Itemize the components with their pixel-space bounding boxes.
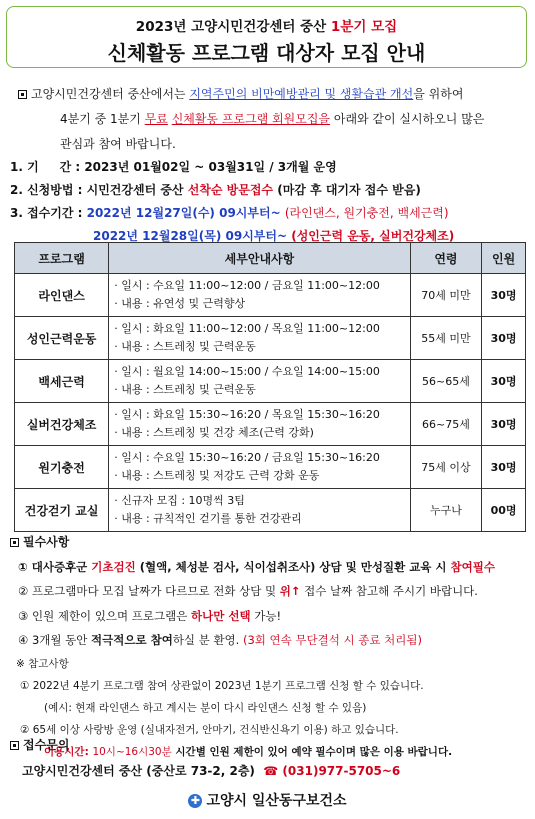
note-item: ① 2022년 4분기 프로그램 참여 상관없이 2023년 1분기 프로그램 신청 할 수 있습니다.	[20, 679, 424, 692]
contact-heading	[10, 736, 530, 753]
intro-free: 무료	[144, 112, 168, 126]
subtitle-text: 2023년 고양시민건강센터 중산	[135, 19, 331, 35]
program-count: 30명	[482, 274, 526, 317]
program-details	[109, 446, 410, 489]
program-count: 30명	[482, 403, 526, 446]
program-name: 건강걷기 교실	[15, 489, 109, 532]
program-age: 66~75세	[410, 403, 482, 446]
detail-schedule: · 신규자 모집 : 10명씩 3팀	[114, 494, 245, 507]
footer-org-name: 고양시 일산동구보건소	[206, 793, 347, 809]
detail-content: · 내용 : 유연성 및 근력향상	[114, 297, 246, 310]
table-row	[15, 274, 526, 317]
note-heading: ※ 참고사항	[16, 657, 69, 670]
program-table	[14, 242, 526, 532]
footer-org	[0, 790, 535, 810]
title-box	[6, 6, 527, 68]
note-example: (예시: 현재 라인댄스 하고 계시는 분이 다시 라인댄스 신청 할 수 있음)	[44, 701, 367, 714]
usage-text: 시간별 인원 제한이 있어 예약 필수이며 많은 이용 바랍니다.	[171, 745, 453, 758]
program-details	[109, 403, 410, 446]
requirement-item	[10, 579, 530, 604]
method-tail: (마감 후 대기자 접수 받음)	[273, 183, 421, 197]
detail-schedule: · 일시 : 수요일 15:30~16:20 / 금요일 15:30~16:20	[114, 451, 380, 464]
contact-line	[10, 762, 530, 779]
req-text: ① 대사증후군	[18, 559, 92, 574]
phone-icon: ☎	[263, 764, 279, 778]
reg-date-2: 2022년 12월28일(목) 09시부터~	[93, 229, 292, 243]
program-name: 백세근력	[15, 360, 109, 403]
note-item: ② 65세 이상 사랑방 운영 (실내자전거, 안마기, 건식반신욕기 이용) 하고 있습니다.	[20, 723, 399, 736]
program-details	[109, 360, 410, 403]
reg-programs-1: (라인댄스, 원기충전, 백세근력)	[284, 206, 449, 220]
intro-text: 관심과 참여 바랍니다.	[60, 137, 176, 151]
intro-text: 을 위하여	[413, 87, 464, 101]
info-section	[10, 156, 525, 248]
req-highlight: 적극적으로 참여	[91, 633, 173, 647]
health-cross-icon: ✚	[188, 794, 202, 808]
detail-content: · 내용 : 스트레칭 및 근력운동	[114, 383, 256, 396]
contact-place: 고양시민건강센터 중산 (중산로 73-2, 2층)	[22, 764, 255, 778]
requirement-item	[10, 604, 530, 629]
requirement-item	[10, 628, 530, 653]
detail-schedule: · 일시 : 화요일 15:30~16:20 / 목요일 15:30~16:20	[114, 408, 380, 421]
requirements-section	[10, 530, 530, 763]
subtitle-highlight: 1분기 모집	[330, 19, 398, 35]
req-text: 접수 날짜 참고해 주시기 바랍니다.	[300, 584, 478, 598]
requirements-heading	[10, 530, 530, 555]
contact-section	[10, 736, 530, 779]
req-text: 하실 분 환영.	[172, 633, 243, 647]
table-row	[15, 446, 526, 489]
reg-programs-2: (성인근력 운동, 실버건강체조)	[291, 229, 455, 243]
method-highlight: 선착순 방문접수	[187, 183, 274, 197]
square-bullet-icon	[10, 741, 19, 750]
col-header-age: 연령	[410, 243, 482, 274]
reg-row-1	[10, 202, 525, 225]
program-count: 30명	[482, 317, 526, 360]
program-details	[109, 489, 410, 532]
usage-time: 10시~16시30분	[92, 745, 172, 758]
contact-heading-text: 접수문의	[23, 738, 70, 752]
req-text: ④ 3개월 동안	[18, 633, 92, 647]
req-text: 가능!	[250, 608, 282, 623]
program-age: 70세 미만	[410, 274, 482, 317]
table-row	[15, 403, 526, 446]
intro-paragraph	[18, 82, 523, 157]
program-name: 성인근력운동	[15, 317, 109, 360]
detail-content: · 내용 : 스트레칭 및 건강 체조(근력 강화)	[114, 426, 314, 439]
detail-schedule: · 일시 : 수요일 11:00~12:00 / 금요일 11:00~12:00	[114, 279, 380, 292]
intro-text: 4분기 중 1분기	[60, 112, 145, 126]
program-age: 누구나	[410, 489, 482, 532]
square-bullet-icon	[18, 90, 27, 99]
program-age: 75세 이상	[410, 446, 482, 489]
requirement-item	[10, 555, 530, 580]
table-row	[15, 489, 526, 532]
program-count: 30명	[482, 446, 526, 489]
req-highlight: 하나만 선택	[191, 608, 251, 623]
col-header-program: 프로그램	[15, 243, 109, 274]
detail-content: · 내용 : 스트레칭 및 저강도 근력 강화 운동	[114, 469, 320, 482]
col-header-details: 세부안내사항	[109, 243, 410, 274]
page-subtitle	[7, 15, 526, 35]
page-title: 신체활동 프로그램 대상자 모집 안내	[107, 41, 426, 65]
intro-text: 고양시민건강센터 중산에서는	[31, 87, 190, 101]
reg-label: 3. 접수기간 :	[10, 206, 87, 220]
req-highlight: 참여필수	[450, 559, 495, 574]
contact-phone[interactable]: (031)977-5705~6	[282, 764, 401, 778]
col-header-count: 인원	[482, 243, 526, 274]
detail-content: · 내용 : 스트레칭 및 근력운동	[114, 340, 256, 353]
intro-highlight: 신체활동 프로그램 회원모집을	[171, 112, 331, 126]
period-value: 2023년 01월02일 ~ 03월31일 / 3개월 운영	[84, 160, 337, 174]
req-highlight: (3회 연속 무단결석 시 종료 처리됨)	[242, 633, 422, 647]
program-name: 실버건강체조	[15, 403, 109, 446]
req-highlight: 기초검진	[91, 559, 136, 574]
req-text: ③ 인원 제한이 있으며 프로그램은	[18, 608, 192, 623]
program-age: 56~65세	[410, 360, 482, 403]
program-age: 55세 미만	[410, 317, 482, 360]
method-label: 2. 신청방법 : 시민건강센터 중산	[10, 183, 188, 197]
intro-text: 아래와 같이 실시하오니 많은	[330, 112, 485, 126]
table-header-row	[15, 243, 526, 274]
detail-schedule: · 일시 : 월요일 14:00~15:00 / 수요일 14:00~15:00	[114, 365, 380, 378]
period-row	[10, 156, 525, 179]
detail-content: · 내용 : 규칙적인 걷기를 통한 건강관리	[114, 512, 302, 525]
program-details	[109, 317, 410, 360]
program-name: 원기충전	[15, 446, 109, 489]
program-count: 00명	[482, 489, 526, 532]
program-name: 라인댄스	[15, 274, 109, 317]
period-label: 1. 기 간 :	[10, 160, 85, 174]
intro-highlight: 지역주민의 비만예방관리 및 생활습관 개선	[189, 87, 414, 101]
req-text: (혈액, 체성분 검사, 식이섭취조사) 상담 및 만성질환 교육 시	[135, 559, 451, 574]
table-row	[15, 317, 526, 360]
program-count: 30명	[482, 360, 526, 403]
square-bullet-icon	[10, 538, 19, 547]
program-details	[109, 274, 410, 317]
req-highlight: 위↑	[279, 584, 301, 598]
method-row	[10, 179, 525, 202]
usage-label: 이용시간:	[44, 745, 93, 758]
detail-schedule: · 일시 : 화요일 11:00~12:00 / 목요일 11:00~12:00	[114, 322, 380, 335]
requirements-heading-text: 필수사항	[23, 535, 70, 549]
reg-date-1: 2022년 12월27일(수) 09시부터~	[86, 206, 285, 220]
table-row	[15, 360, 526, 403]
req-text: ② 프로그램마다 모집 날짜가 다르므로 전화 상담 및	[18, 584, 280, 598]
